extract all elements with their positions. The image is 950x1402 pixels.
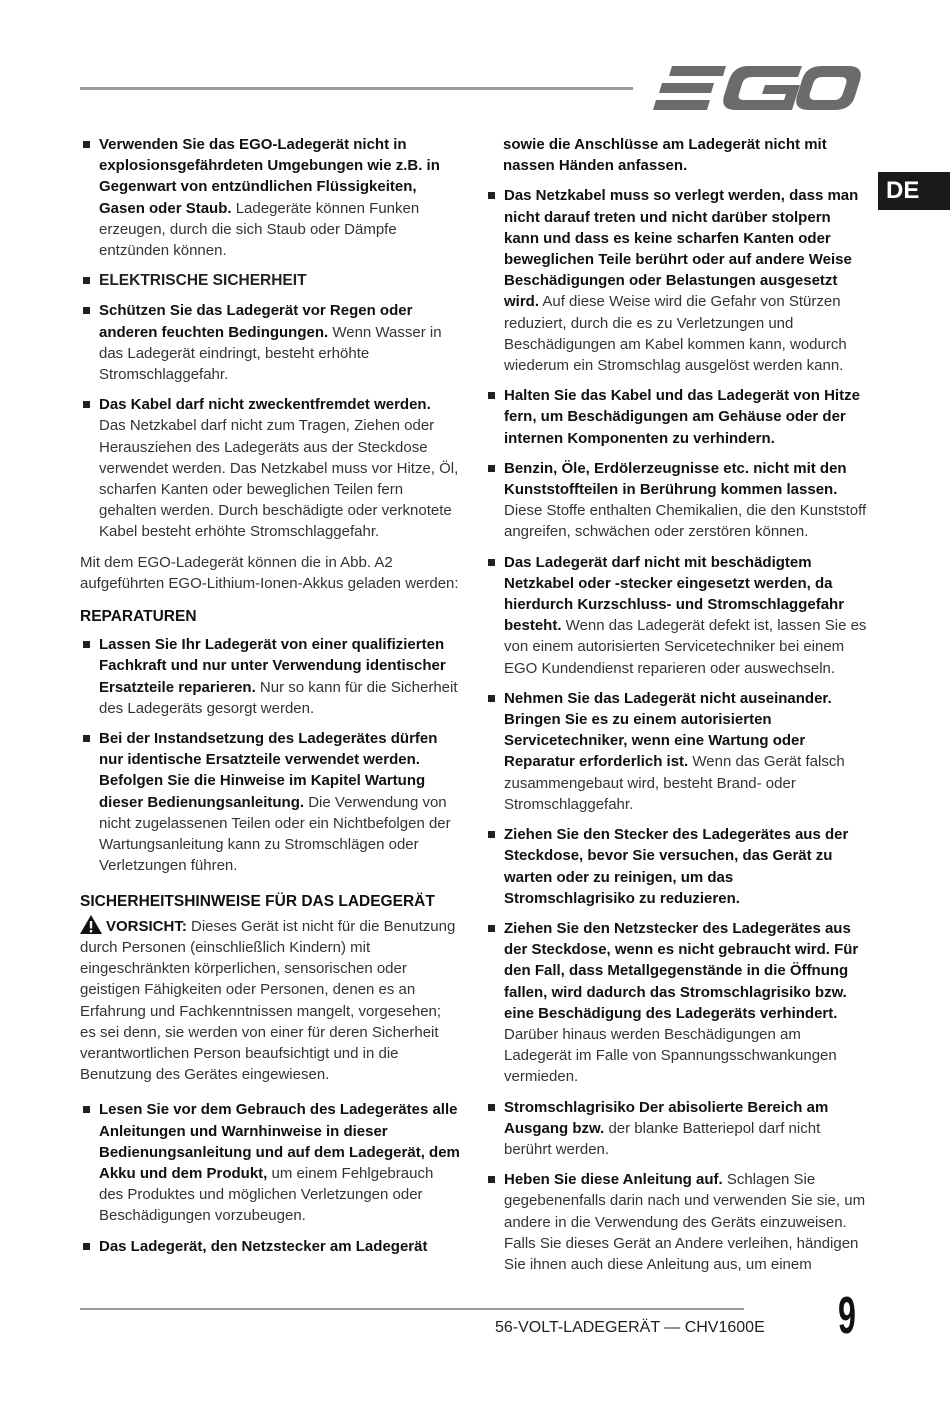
list-item-continued: [485, 134, 867, 176]
list-item: [80, 1236, 460, 1257]
section-heading-charger-safety: SICHERHEITSHINWEISE FÜR DAS LADEGERÄT: [80, 892, 435, 910]
warning-icon: [80, 915, 102, 934]
item-bold: Bei der Instandsetzung des Ladegerätes dürfen nur identische Ersatzteile verwendet werden. Befolgen Sie die Hinweise im Kapitel Wartung dieser Bedienungsanleitung.: [99, 730, 438, 811]
item-text: der blanke Batteriepol darf nicht berührt werden.: [504, 1119, 821, 1158]
ego-logo: [652, 64, 862, 112]
list-item: [485, 1169, 867, 1275]
item-bold: Das Ladegerät darf nicht mit beschädigtem Netzkabel oder -stecker eingesetzt werden, da hierdurch Kurzschluss- und Stromschlaggefahr besteht.: [504, 553, 845, 635]
item-text: Nur so kann für die Sicherheit des Ladegeräts gesorgt werden.: [99, 678, 458, 717]
caution-label: VORSICHT:: [106, 917, 187, 935]
caution-text: Dieses Gerät ist nicht für die Benutzung durch Personen (einschließlich Kindern) mit eingeschränkten körperlichen, sensorischen oder geistigen Fähigkeiten oder Personen, denen es an Erfahrung und Fachkenntnissen mangelt, vorgesehen; es sei denn, sie werden von einer für deren Sicherheit verantwortlichen Person beaufsichtigt und in die Benutzung des Gerätes eingewiesen.: [80, 917, 456, 1084]
list-item: [485, 824, 867, 909]
item-text: Die Verwendung von nicht zugelassenen Teilen oder ein Nichtbefolgen der Wartungsanleitung kann zu Stromschlägen oder Verletzungen führen.: [99, 793, 451, 875]
item-bold: Das Kabel darf nicht zweckentfremdet werden.: [99, 396, 431, 414]
list-item: [485, 552, 867, 679]
list-item: [80, 728, 460, 876]
section-heading-repairs: REPARATUREN: [80, 608, 197, 626]
item-bold: Ziehen Sie den Stecker des Ladegerätes aus der Steckdose, bevor Sie versuchen, das Gerät zu warten oder zu reinigen, um das Stromschlagrisiko zu reduzieren.: [504, 826, 849, 907]
item-bold: Halten Sie das Kabel und das Ladegerät von Hitze fern, um Beschädigungen am Gehäuse oder der internen Komponenten zu verhindern.: [504, 387, 860, 447]
item-bold: Das Netzkabel muss so verlegt werden, dass man nicht darauf treten und nicht darüber stolpern kann und dass es keine scharfen Kanten oder beweglichen Teile berührt oder auf andere Weise Beschädigungen oder Belastungen ausgesetzt wird.: [504, 187, 859, 311]
item-bold: Nehmen Sie das Ladegerät nicht auseinander. Bringen Sie es zu einem autorisierten Servicetechniker, wenn eine Wartung oder Reparatur erforderlich ist.: [504, 689, 832, 771]
item-text: Das Netzkabel darf nicht zum Tragen, Ziehen oder Herausziehen des Ladegeräts aus der Steckdose verwendet werden. Das Netzkabel muss vor Hitze, Öl, scharfen Kanten oder beweglichen Teilen fern gehalten werden. Durch beschädigte oder verknotete Kabel besteht erhöhte Stromschlaggefahr.: [99, 417, 459, 541]
list-item: [80, 134, 460, 261]
item-bold: Lassen Sie Ihr Ladegerät von einer qualifizierten Fachkraft und nur unter Verwendung identischer Ersatzteile reparieren.: [99, 636, 446, 696]
item-text: Ladegeräte können Funken erzeugen, durch die sich Staub oder Dämpfe entzünden können.: [99, 199, 420, 260]
item-bold: Ziehen Sie den Netzstecker des Ladegerätes aus der Steckdose, wenn es nicht gebraucht wird. Für den Fall, dass Metallgegenstände in die Öffnung fallen, wird dadurch das Stromschlagrisiko bzw. eine Beschädigung des Ladegeräts verhindert.: [504, 919, 859, 1022]
item-text: Wenn Wasser in das Ladegerät eindringt, besteht erhöhte Stromschlaggefahr.: [99, 323, 442, 384]
item-text: Auf diese Weise wird die Gefahr von Stürzen reduziert, durch die es zu Verletzungen und Beschädigungen am Kabel kommen kann, wodurch wiederum ein Stromschlag ausgelöst werden kann.: [504, 293, 847, 375]
section-heading-electrical: ELEKTRISCHE SICHERHEIT: [99, 272, 307, 290]
list-item: [80, 1099, 460, 1226]
item-bold: Lesen Sie vor dem Gebrauch des Ladegerätes alle Anleitungen und Warnhinweise in dieser Bedienungsanleitung und auf dem Ladegerät, dem Akku und dem Produkt,: [99, 1101, 460, 1182]
list-item: [80, 634, 460, 719]
list-item: [80, 300, 460, 385]
item-bold: Benzin, Öle, Erdölerzeugnisse etc. nicht mit den Kunststoffteilen in Berührung kommen lassen.: [504, 459, 847, 499]
item-text: Wenn das Ladegerät defekt ist, lassen Sie es von einem autorisierten Servicetechniker bei einem EGO Kundendienst reparieren oder auswechseln.: [504, 617, 867, 677]
item-bold: sowie die Anschlüsse am Ladegerät nicht mit nassen Händen anfassen.: [503, 136, 827, 175]
item-text: Darüber hinaus werden Beschädigungen am Ladegerät im Falle von Spannungsschwankungen vermieden.: [504, 1025, 837, 1086]
list-item: [80, 394, 460, 542]
item-bold: Das Ladegerät, den Netzstecker am Ladegerät: [99, 1237, 428, 1255]
item-bold: Schützen Sie das Ladegerät vor Regen oder anderen feuchten Bedingungen.: [99, 302, 413, 341]
item-text: Wenn das Gerät falsch zusammengebaut wird, besteht Brand- oder Stromschlaggefahr.: [504, 753, 845, 813]
page-number: 9: [838, 1287, 856, 1345]
list-item: [485, 918, 867, 1088]
item-bold: Stromschlagrisiko Der abisolierte Bereich am Ausgang bzw.: [504, 1098, 829, 1137]
list-item: [485, 458, 867, 543]
item-text: Diese Stoffe enthalten Chemikalien, die den Kunststoff angreifen, schwächen oder zerstören können.: [504, 502, 867, 541]
paragraph-batteries: Mit dem EGO-Ladegerät können die in Abb. A2 aufgeführten EGO-Lithium-Ionen-Akkus geladen werden:: [80, 553, 459, 592]
item-text: Schlagen Sie gegebenenfalls darin nach und verwenden Sie sie, um andere in die Verwendung des Geräts einzuweisen. Falls Sie dieses Gerät an Andere verleihen, händigen Sie ihnen auch diese Anleitung aus, um einem: [504, 1171, 866, 1273]
list-item: [485, 385, 867, 449]
item-bold: Heben Sie diese Anleitung auf.: [504, 1171, 723, 1189]
language-tab: DE: [878, 172, 950, 210]
caution-paragraph: [80, 915, 460, 1086]
list-item: [80, 270, 460, 291]
right-column: [485, 134, 867, 1284]
item-bold: Verwenden Sie das EGO-Ladegerät nicht in explosionsgefährdeten Umgebungen wie z.B. in Gegenwart von entzündlichen Flüssigkeiten, Gasen oder Staub.: [99, 136, 440, 217]
footer-product-name: 56-VOLT-LADEGERÄT — CHV1600E: [495, 1319, 765, 1336]
list-item: [485, 185, 867, 376]
footer-rule: [80, 1308, 744, 1310]
header-rule: [80, 87, 633, 90]
left-column: [80, 134, 460, 1266]
item-text: um einem Fehlgebrauch des Produktes und möglichen Verletzungen oder Beschädigungen vorzubeugen.: [99, 1164, 434, 1225]
list-item: [485, 688, 867, 815]
list-item: [485, 1097, 867, 1161]
